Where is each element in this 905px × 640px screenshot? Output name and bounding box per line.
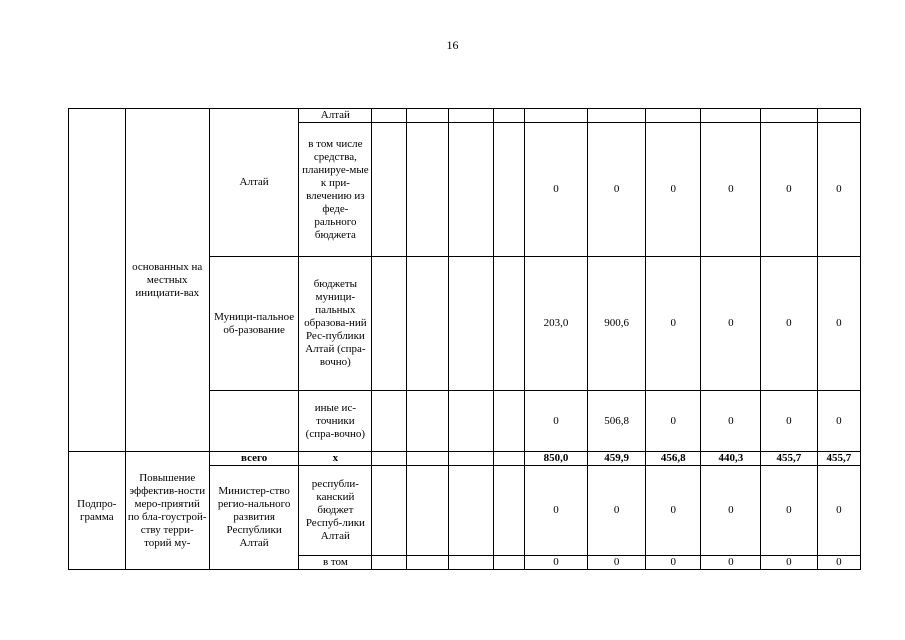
- table-cell: [761, 109, 818, 123]
- table-cell: [209, 391, 298, 452]
- table-cell: [493, 123, 524, 257]
- table-cell: 203,0: [524, 257, 588, 391]
- table-cell: [407, 257, 448, 391]
- table-cell: в том числе средства, планируе-мые к при-влечению из феде-рального бюджета: [299, 123, 372, 257]
- table-cell: 0: [701, 391, 761, 452]
- table-cell: [372, 452, 407, 466]
- table-cell: [588, 109, 646, 123]
- table-cell: 455,7: [817, 452, 860, 466]
- table-cell: [493, 556, 524, 570]
- table-cell: [448, 466, 493, 556]
- table-cell: 0: [645, 123, 701, 257]
- table-cell: Повышение эффектив-ности меро-приятий по бла-гоустрой-ству терри-торий му-: [125, 452, 209, 570]
- table-cell: [493, 257, 524, 391]
- table-cell: [372, 123, 407, 257]
- table-cell: [448, 109, 493, 123]
- table-cell: 0: [588, 556, 646, 570]
- table-cell: 0: [588, 123, 646, 257]
- table-cell: Алтай: [209, 109, 298, 257]
- table-cell: 0: [701, 123, 761, 257]
- table-cell: 0: [701, 556, 761, 570]
- table-cell: [69, 109, 126, 452]
- table-cell: 0: [645, 466, 701, 556]
- table-cell: 0: [645, 257, 701, 391]
- table-cell: 0: [817, 123, 860, 257]
- table-cell: 0: [588, 466, 646, 556]
- table-cell: [372, 391, 407, 452]
- budget-table: [68, 108, 861, 570]
- table-cell: 850,0: [524, 452, 588, 466]
- table-cell: всего: [209, 452, 298, 466]
- table-cell: 455,7: [761, 452, 818, 466]
- table-cell: 0: [524, 123, 588, 257]
- table-cell: [493, 391, 524, 452]
- table-cell: [448, 391, 493, 452]
- table-cell: [407, 123, 448, 257]
- table-cell: [407, 556, 448, 570]
- table-cell: Подпро-грамма: [69, 452, 126, 570]
- table-cell: [645, 109, 701, 123]
- table-cell: [817, 109, 860, 123]
- table-cell: [701, 109, 761, 123]
- table-cell: Алтай: [299, 109, 372, 123]
- table-row: [69, 109, 861, 123]
- table-cell: 0: [524, 466, 588, 556]
- table-cell: [407, 466, 448, 556]
- table-cell: 0: [645, 556, 701, 570]
- table-cell: 0: [817, 391, 860, 452]
- table-cell: 0: [761, 257, 818, 391]
- table-cell: 0: [645, 391, 701, 452]
- table-cell: 506,8: [588, 391, 646, 452]
- table-cell: [493, 452, 524, 466]
- table-cell: 0: [761, 556, 818, 570]
- table-cell: [407, 391, 448, 452]
- table-cell: [448, 556, 493, 570]
- table-cell: основанных на местных инициати-вах: [125, 109, 209, 452]
- table-cell: [407, 109, 448, 123]
- table-cell: [493, 466, 524, 556]
- table-cell: [448, 452, 493, 466]
- table-cell: [372, 556, 407, 570]
- table-cell: [448, 123, 493, 257]
- table-cell: 0: [817, 257, 860, 391]
- table-cell: х: [299, 452, 372, 466]
- table-cell: [372, 109, 407, 123]
- table-cell: Муници-пальное об-разование: [209, 257, 298, 391]
- table-cell: Министер-ство регио-нального развития Республики Алтай: [209, 466, 298, 570]
- table-cell: республи-канский бюджет Респуб-лики Алтай: [299, 466, 372, 556]
- table-cell: 0: [761, 123, 818, 257]
- table-cell: в том: [299, 556, 372, 570]
- table-cell: 440,3: [701, 452, 761, 466]
- table-cell: бюджеты муници-пальных образова-ний Рес-публики Алтай (спра-вочно): [299, 257, 372, 391]
- table-cell: 0: [701, 466, 761, 556]
- table-cell: 456,8: [645, 452, 701, 466]
- table-cell: [493, 109, 524, 123]
- table-cell: 0: [817, 556, 860, 570]
- page-number: 16: [446, 38, 459, 52]
- table-cell: 0: [524, 391, 588, 452]
- table-cell: [524, 109, 588, 123]
- table-cell: 459,9: [588, 452, 646, 466]
- table-cell: 900,6: [588, 257, 646, 391]
- table-cell: [372, 466, 407, 556]
- table-cell: 0: [761, 391, 818, 452]
- table-cell: 0: [761, 466, 818, 556]
- table-cell: [372, 257, 407, 391]
- table-cell: иные ис-точники (спра-вочно): [299, 391, 372, 452]
- table-row: [69, 452, 861, 466]
- table-cell: 0: [817, 466, 860, 556]
- table-cell: [448, 257, 493, 391]
- table-cell: 0: [524, 556, 588, 570]
- table-cell: [407, 452, 448, 466]
- table-cell: 0: [701, 257, 761, 391]
